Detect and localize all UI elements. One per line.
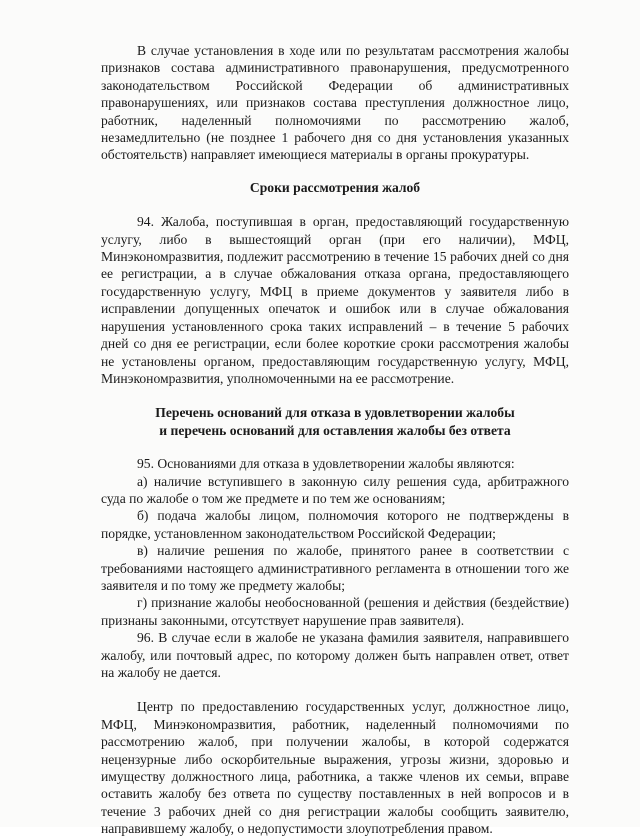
paragraph-94: 94. Жалоба, поступившая в орган, предоставляющий государственную услугу, либо в вышестоящий орган (при его наличии), МФЦ, Минэкономразвития, подлежит рассмотрению в течение 15 рабочих дней со дня ее регистрации, а в случае обжалования отказа органа, предоставляющего государственную услугу, МФЦ в приеме документов у заявителя либо в исправлении допущенных опечаток и ошибок или в случае обжалования нарушения установленного срока таких исправлений – в течение 5 рабочих дней со дня ее регистрации, если более короткие сроки рассмотрения жалобы не установлены органом, предоставляющим государственную услугу, МФЦ, Минэкономразвития, уполномоченными на ее рассмотрение. [101, 214, 569, 386]
list-item-g: г) признание жалобы необоснованной (решения и действия (бездействие) признаны законными, отсутствует нарушение прав заявителя). [101, 595, 569, 628]
list-item-v: в) наличие решения по жалобе, принятого ранее в соответствии с требованиями настоящего административного регламента в отношении того же заявителя и по тому же предмету жалобы; [101, 543, 569, 593]
paragraph-violation-notice: В случае установления в ходе или по результатам рассмотрения жалобы признаков состава административного правонарушения, предусмотренного законодательством Российской Федерации об административных правонарушениях, или признаков состава преступления должностное лицо, работник, наделенный полномочиями по рассмотрению жалоб, незамедлительно (не позднее 1 рабочего дня со дня установления указанных обстоятельств) направляет имеющиеся материалы в органы прокуратуры. [101, 43, 569, 163]
list-item-a: а) наличие вступившего в законную силу решения суда, арбитражного суда по жалобе о том же предмете и по тем же основаниям; [101, 473, 569, 506]
document-body [101, 42, 569, 838]
heading-review-deadlines: Сроки рассмотрения жалоб [249, 179, 421, 195]
heading-refusal-grounds-line-1: Перечень оснований для отказа в удовлетворении жалобы [155, 405, 515, 421]
paragraph-95: 95. Основаниями для отказа в удовлетворении жалобы являются: [137, 456, 515, 472]
paragraph-96: 96. В случае если в жалобе не указана фамилия заявителя, направившего жалобу, или почтовый адрес, по которому должен быть направлен ответ, ответ на жалобу не дается. [101, 630, 569, 680]
list-item-b: б) подача жалобы лицом, полномочия которого не подтверждены в порядке, установленном законодательством Российской Федерации; [101, 508, 569, 541]
heading-refusal-grounds [101, 404, 569, 439]
heading-refusal-grounds-line-2: и перечень оснований для оставления жалобы без ответа [159, 422, 511, 438]
paragraph-center-services: Центр по предоставлению государственных услуг, должностное лицо, МФЦ, Минэкономразвития, работник, наделенный полномочиями по рассмотрению жалоб, при получении жалобы, в которой содержатся нецензурные либо оскорбительные выражения, угрозы жизни, здоровью и имуществу должностного лица, работника, а также членов их семьи, вправе оставить жалобу без ответа по существу поставленных в ней вопросов и в течение 3 рабочих дней со дня регистрации жалобы сообщить заявителю, направившему жалобу, о недопустимости злоупотребления правом. [101, 699, 569, 837]
